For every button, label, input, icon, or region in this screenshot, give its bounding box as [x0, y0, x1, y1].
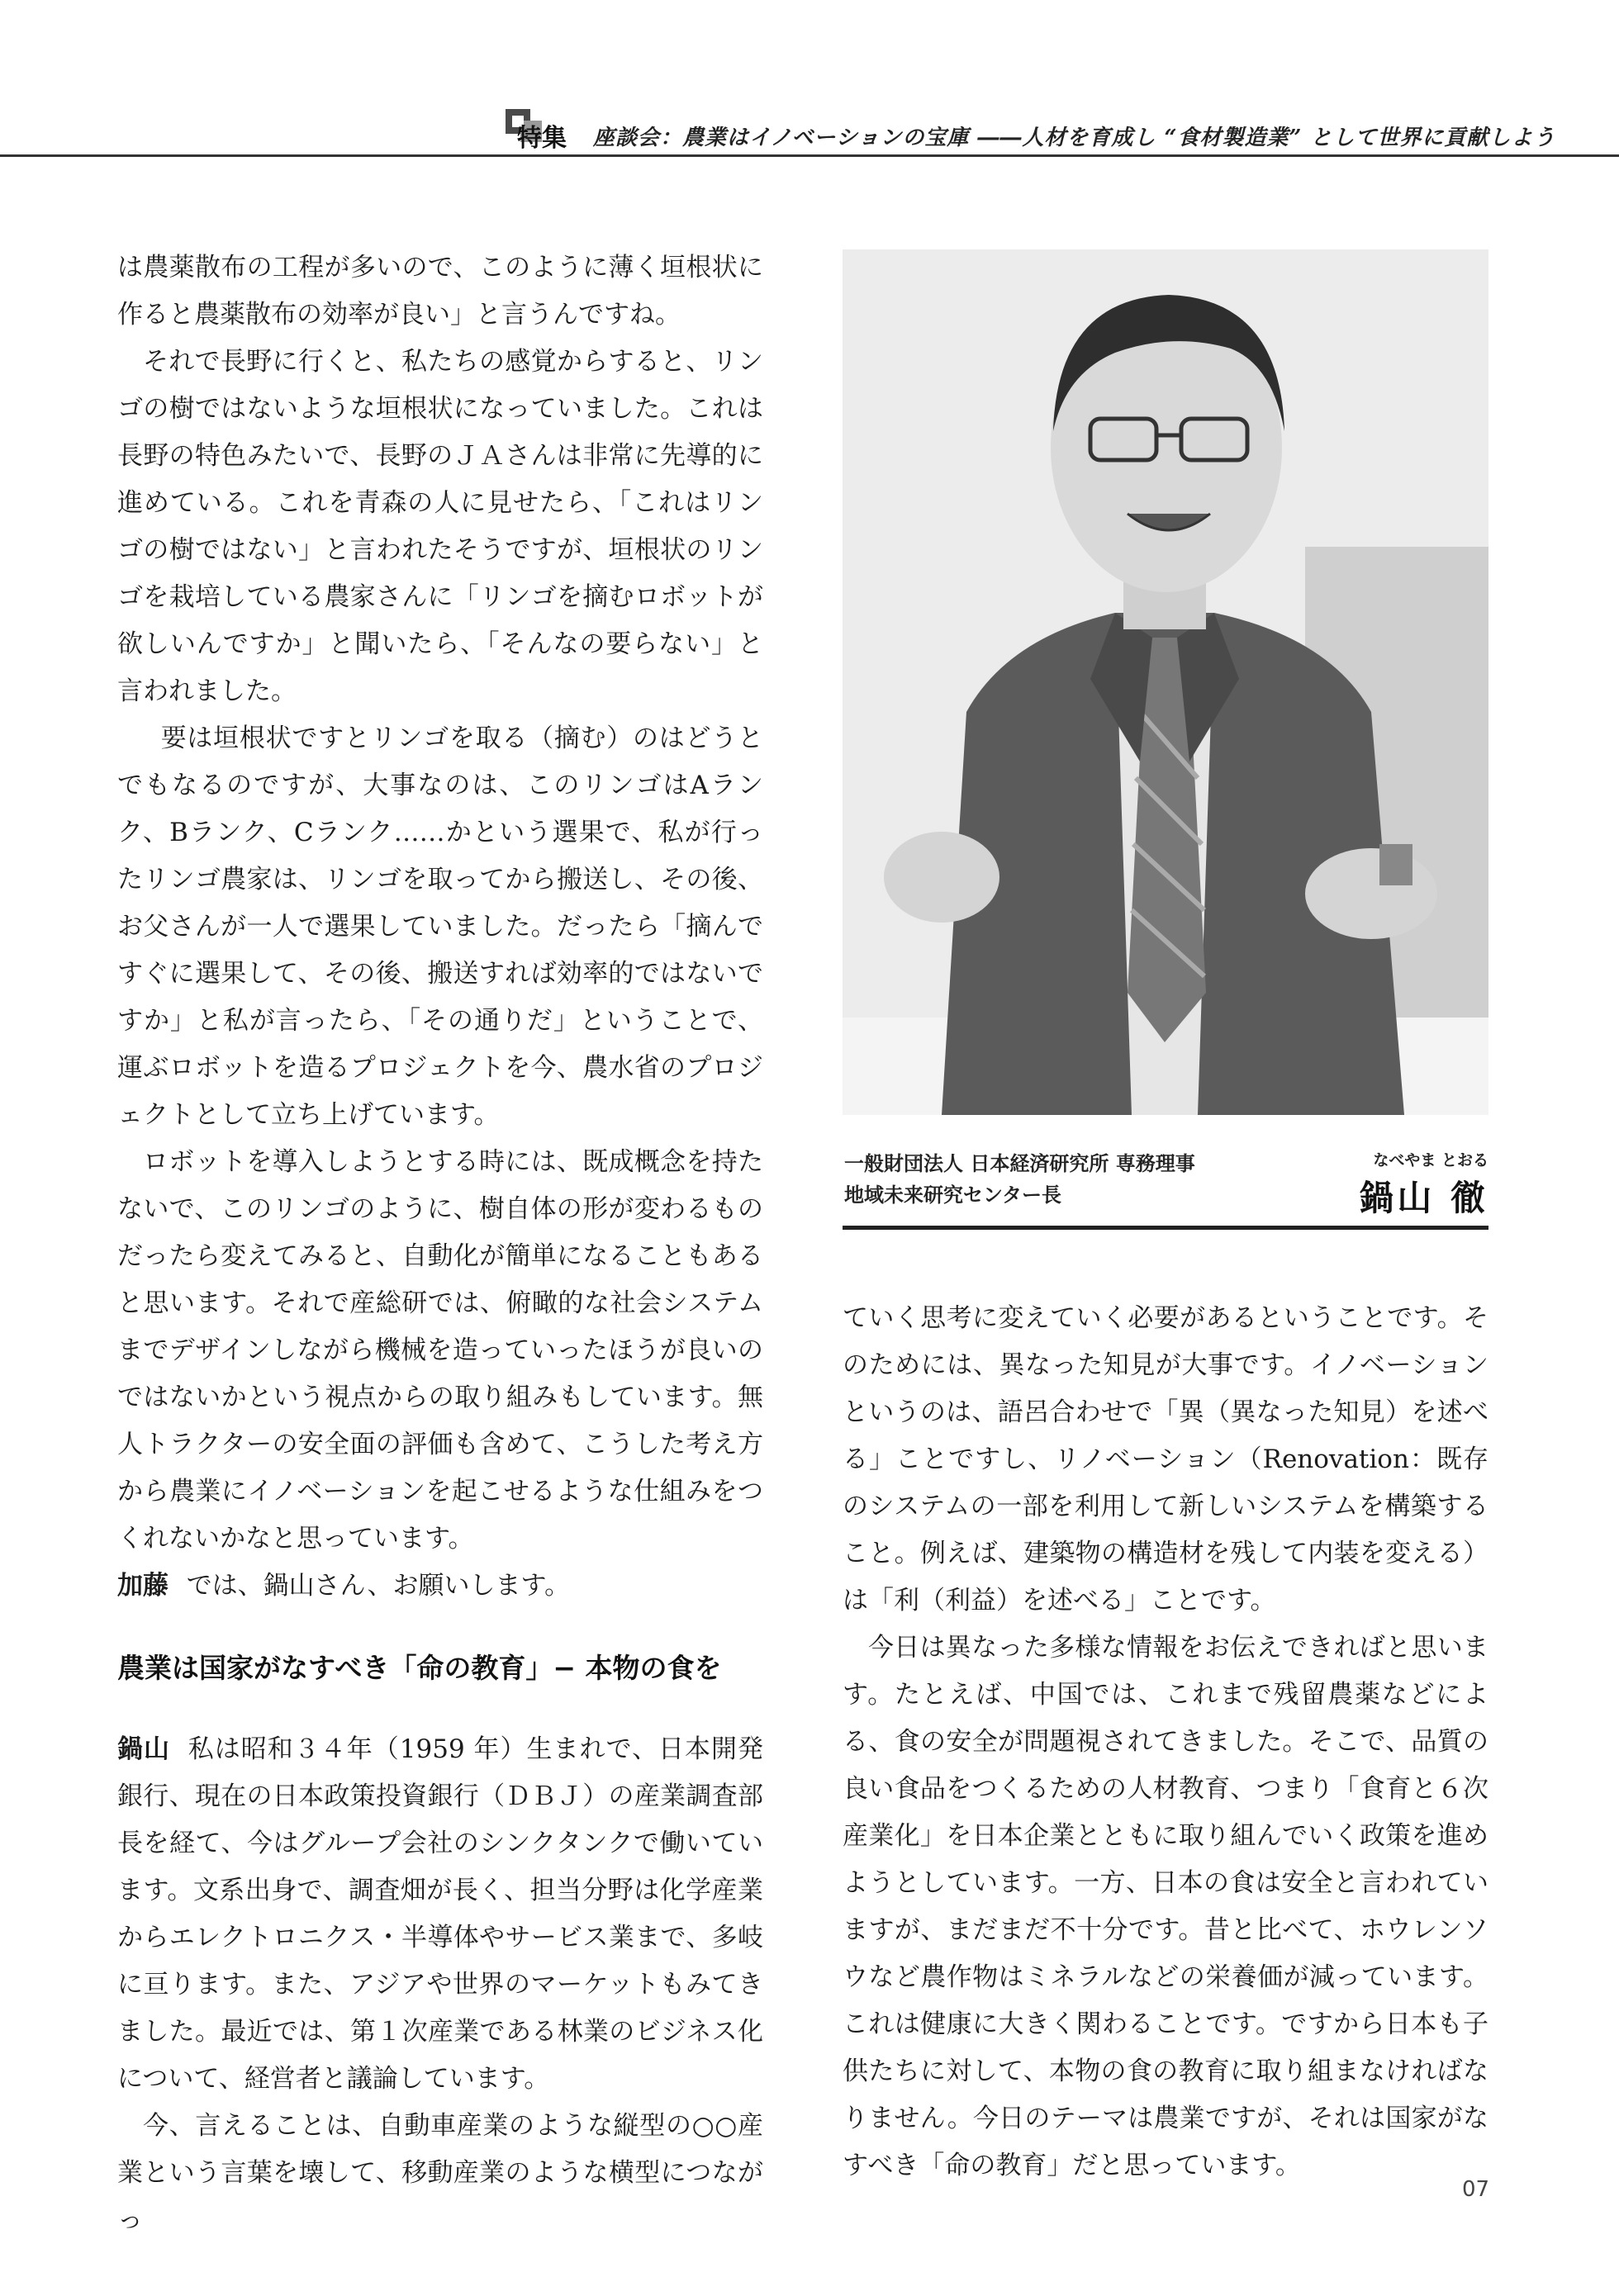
paragraph: ていく思考に変えていく必要があるということです。そのためには、異なった知見が大事です。イノベーションというのは、語呂合わせで「異（異なった知見）を述べる」ことですし、リノベーション（Renovation：既存のシステムの一部を利用して新しいシステムを構築すること。例えば、建築物の構造材を残して内装を変える）は「利（利益）を述べる」ことです。	[843, 1303, 1488, 1615]
caption-affiliation-line: 一般財団法人 日本経済研究所 専務理事	[844, 1151, 1195, 1175]
paragraph: それで長野に行くと、私たちの感覚からすると、リンゴの樹ではないような垣根状になっていました。これは長野の特色みたいで、長野のＪＡさんは非常に先導的に進めている。これを青森の人に見せたら、「これはリンゴの樹ではない」と言われたそうですが、垣根状のリンゴを栽培している農家さんに「リンゴを摘むロボットが欲しいんですか」と聞いたら、「そんなの要らない」と言われました。	[117, 347, 763, 706]
speaker-name: 加藤	[117, 1571, 169, 1601]
speaker-paragraph	[117, 1726, 763, 2103]
caption-rule	[843, 1226, 1488, 1230]
caption-name-reading: なべやま とおる	[1373, 1151, 1488, 1169]
right-text-column	[843, 1295, 1488, 2189]
speaker-paragraph	[117, 1563, 763, 1610]
speaker-name: 鍋山	[117, 1734, 171, 1764]
paragraph: は農薬散布の工程が多いので、このように薄く垣根状に作ると農薬散布の効率が良い」と言うんですね。	[117, 253, 763, 330]
feature-label: 特集	[517, 124, 567, 153]
paragraph: 要は垣根状ですとリンゴを取る（摘む）のはどうとでもなるのですが、大事なのは、このリンゴはAランク、Bランク、Cランク……かという選果で、私が行ったリンゴ農家は、リンゴを取ってから搬送し、その後、お父さんが一人で選果していました。だったら「摘んですぐに選果して、その後、搬送すれば効率的ではないですか」と私が言ったら、「その通りだ」ということで、運ぶロボットを造るプロジェクトを今、農水省のプロジェクトとして立ち上げています。	[117, 723, 763, 1130]
paragraph: 今日は異なった多様な情報をお伝えできればと思います。たとえば、中国では、これまで残留農薬などによる、食の安全が問題視されてきました。そこで、品質の良い食品をつくるための人材教育、つまり「食育と６次産業化」を日本企業とともに取り組んでいく政策を進めようとしています。一方、日本の食は安全と言われていますが、まだまだ不十分です。昔と比べて、ホウレンソウなど農作物はミネラルなどの栄養価が減っています。これは健康に大きく関わることです。ですから日本も子供たちに対して、本物の食の教育に取り組まなければなりません。今日のテーマは農業ですが、それは国家がなすべき「命の教育」だと思っています。	[843, 1633, 1488, 2180]
running-title: 座談会：農業はイノベーションの宝庫 ――人材を育成し “食材製造業” として世界に貢献しよう	[593, 126, 1556, 150]
caption-affiliation	[844, 1148, 1195, 1211]
speech-text: 私は昭和３４年（1959 年）生まれで、日本開発銀行、現在の日本政策投資銀行（ＤＢＪ）の産業調査部長を経て、今はグループ会社のシンクタンクで働いています。文系出身で、調査畑が長く、担当分野は化学産業からエレクトロニクス・半導体やサービス業まで、多岐に亘ります。また、アジアや世界のマーケットもみてきました。最近では、第１次産業である林業のビジネス化について、経営者と議論しています。	[117, 1734, 764, 2094]
speech-text: では、鍋山さん、お願いします。	[186, 1571, 571, 1601]
caption-name: 鍋山 徹	[1359, 1178, 1488, 1218]
page-header	[0, 0, 1619, 165]
paragraph: ロボットを導入しようとする時には、既成概念を持たないで、このリンゴのように、樹自体の形が変わるものだったら変えてみると、自動化が簡単になることもあると思います。それで産総研では、俯瞰的な社会システムまでデザインしながら機械を造っていったほうが良いのではないかという視点からの取り組みもしています。無人トラクターの安全面の評価も含めて、こうした考え方から農業にイノベーションを起こせるような仕組みをつくれないかなと思っています。	[117, 1147, 763, 1554]
paragraph: 今、言えることは、自動車産業のような縦型の○○産業という言葉を壊して、移動産業のような横型につながっ	[117, 2111, 763, 2235]
page-number: 07	[1462, 2177, 1490, 2202]
speaker-portrait-photo	[843, 249, 1488, 1115]
caption-affiliation-line: 地域未来研究センター長	[844, 1183, 1062, 1207]
header-rule	[0, 154, 1619, 157]
section-heading: 農業は国家がなすべき「命の教育」− 本物の食を	[117, 1652, 722, 1684]
left-text-column	[117, 244, 763, 2244]
